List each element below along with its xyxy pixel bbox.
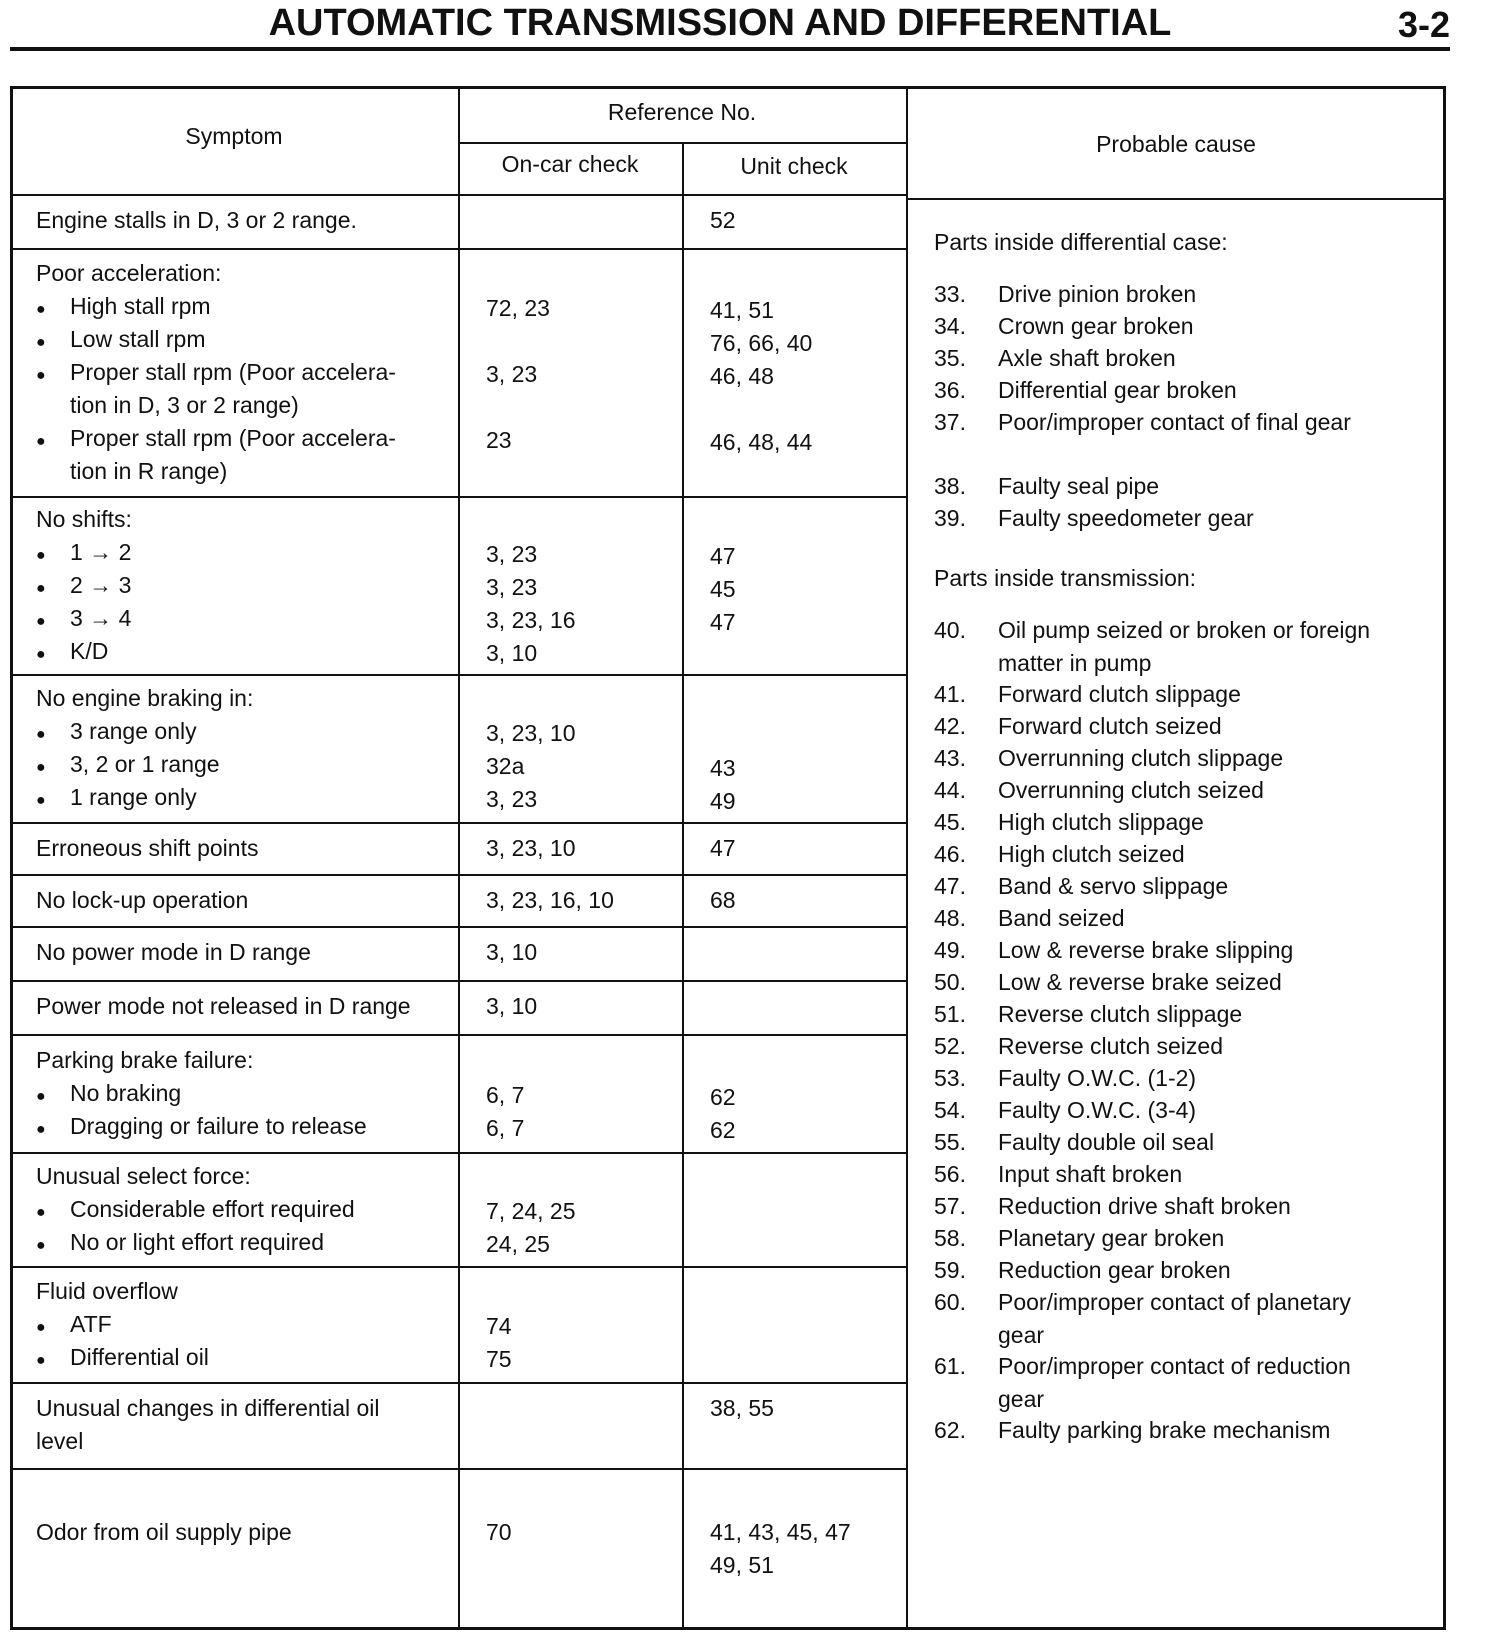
- symptom-text: Unusual select force:: [36, 1163, 251, 1189]
- cause-number: 51.: [934, 1001, 966, 1027]
- cause-heading-transmission: Parts inside transmission:: [934, 565, 1197, 591]
- bullet-icon: ●: [36, 759, 46, 776]
- symptom-line: [36, 356, 396, 392]
- bullet-icon: ●: [36, 1121, 46, 1138]
- on-car-ref: 6, 7: [486, 1115, 525, 1141]
- cause-number: 56.: [934, 1161, 966, 1187]
- on-car-ref: 3, 23: [486, 786, 538, 812]
- cause-number: 45.: [934, 809, 966, 835]
- bullet-icon: ●: [36, 1088, 46, 1105]
- cause-text: Poor/improper contact of reduction gear: [998, 1353, 1351, 1412]
- unit-ref: 46, 48, 44: [710, 429, 813, 455]
- symptom-text: ATF: [70, 1311, 112, 1337]
- cause-number: 60.: [934, 1289, 966, 1315]
- on-car-ref: 3, 10: [486, 640, 538, 666]
- unit-ref: 49, 51: [710, 1552, 774, 1578]
- unit-ref: 46, 48: [710, 363, 774, 389]
- symptom-line: [36, 781, 197, 817]
- unit-ref: 52: [710, 207, 736, 233]
- bullet-icon: ●: [36, 613, 46, 630]
- on-car-ref: 3, 23, 10: [486, 720, 576, 746]
- symptom-text: 2 → 3: [70, 572, 132, 598]
- cause-text: Faulty parking brake mechanism: [998, 1417, 1331, 1443]
- on-car-ref: 3, 23, 10: [486, 835, 576, 861]
- cause-text: Band seized: [998, 905, 1125, 931]
- cause-text: Reduction drive shaft broken: [998, 1193, 1291, 1219]
- table-border-bottom: [10, 1627, 1446, 1630]
- cause-text: Planetary gear broken: [998, 1225, 1225, 1251]
- symptom-line: [36, 1110, 367, 1146]
- symptom-text: Dragging or failure to release: [70, 1113, 367, 1139]
- cause-number: 55.: [934, 1129, 966, 1155]
- on-car-ref: 3, 23: [486, 361, 538, 387]
- column-divider: [682, 142, 684, 1630]
- row-divider: [10, 822, 906, 824]
- cause-text: High clutch seized: [998, 841, 1185, 867]
- cause-text: Reverse clutch seized: [998, 1033, 1223, 1059]
- unit-ref: 43: [710, 755, 736, 781]
- row-divider: [10, 1266, 906, 1268]
- cause-text: Faulty O.W.C. (3-4): [998, 1097, 1197, 1123]
- bullet-icon: ●: [36, 1204, 46, 1221]
- symptom-text: No engine braking in:: [36, 685, 254, 711]
- symptom-text: Poor acceleration:: [36, 260, 222, 286]
- row-divider: [10, 496, 906, 498]
- symptom-line: [36, 569, 131, 605]
- cause-text: Reduction gear broken: [998, 1257, 1231, 1283]
- header-divider: [10, 194, 906, 196]
- bullet-icon: ●: [36, 580, 46, 597]
- symptom-line: [36, 936, 311, 969]
- cause-number: 41.: [934, 681, 966, 707]
- bullet-icon: ●: [36, 726, 46, 743]
- symptom-text: No lock-up operation: [36, 887, 249, 913]
- symptom-text: No shifts:: [36, 506, 132, 532]
- bullet-icon: ●: [36, 1352, 46, 1369]
- bullet-icon: ●: [36, 1237, 46, 1254]
- symptom-text: K/D: [70, 638, 109, 664]
- cause-number: 48.: [934, 905, 966, 931]
- cause-number: 52.: [934, 1033, 966, 1059]
- column-divider: [458, 86, 460, 1630]
- header-divider: [906, 198, 1446, 200]
- unit-ref: 41, 51: [710, 297, 774, 323]
- symptom-line: [36, 635, 108, 671]
- symptom-line: [36, 1275, 178, 1308]
- symptom-line: [70, 455, 227, 488]
- cause-text: Poor/improper contact of final gear: [998, 409, 1351, 435]
- cause-text: Forward clutch slippage: [998, 681, 1241, 707]
- unit-ref: 62: [710, 1084, 736, 1110]
- symptom-line: [36, 1308, 112, 1344]
- cause-text: Drive pinion broken: [998, 281, 1197, 307]
- cause-text: Differential gear broken: [998, 377, 1237, 403]
- header-cause: Probable cause: [1096, 131, 1256, 157]
- cause-text: Faulty O.W.C. (1-2): [998, 1065, 1197, 1091]
- unit-ref: 45: [710, 576, 736, 602]
- cause-text: Faulty speedometer gear: [998, 505, 1254, 531]
- bullet-icon: ●: [36, 547, 46, 564]
- table-border-left: [10, 86, 13, 1630]
- symptom-line: [36, 503, 132, 536]
- on-car-ref: 23: [486, 427, 512, 453]
- row-divider: [10, 980, 906, 982]
- cause-number: 33.: [934, 281, 966, 307]
- row-divider: [10, 1382, 906, 1384]
- cause-number: 57.: [934, 1193, 966, 1219]
- unit-ref: 47: [710, 609, 736, 635]
- cause-heading-differential: Parts inside differential case:: [934, 229, 1228, 255]
- cause-number: 61.: [934, 1353, 966, 1379]
- on-car-ref: 3, 23, 16, 10: [486, 887, 614, 913]
- cause-number: 54.: [934, 1097, 966, 1123]
- unit-ref: 49: [710, 788, 736, 814]
- cause-number: 59.: [934, 1257, 966, 1283]
- symptom-text: Proper stall rpm (Poor accelera-: [70, 425, 396, 451]
- symptom-line: [36, 1193, 355, 1229]
- cause-number: 42.: [934, 713, 966, 739]
- symptom-text: tion in R range): [70, 458, 228, 484]
- symptom-text: Low stall rpm: [70, 326, 206, 352]
- symptom-line: [36, 682, 253, 715]
- symptom-line: [36, 832, 258, 865]
- bullet-icon: ●: [36, 646, 46, 663]
- unit-ref: 47: [710, 543, 736, 569]
- symptom-line: [36, 422, 396, 458]
- symptom-text: No power mode in D range: [36, 939, 311, 965]
- bullet-icon: ●: [36, 792, 46, 809]
- symptom-line: [36, 323, 205, 359]
- symptom-line: [36, 1160, 251, 1193]
- symptom-text: Differential oil: [70, 1344, 209, 1370]
- cause-text: Faulty seal pipe: [998, 473, 1160, 499]
- symptom-line: [36, 204, 357, 237]
- symptom-line: [70, 389, 299, 422]
- cause-number: 34.: [934, 313, 966, 339]
- on-car-ref: 3, 10: [486, 993, 538, 1019]
- cause-number: 39.: [934, 505, 966, 531]
- row-divider: [10, 1152, 906, 1154]
- cause-text: Reverse clutch slippage: [998, 1001, 1243, 1027]
- symptom-line: [36, 1341, 209, 1377]
- header-rule: [10, 47, 1450, 51]
- symptom-text: High stall rpm: [70, 293, 211, 319]
- symptom-text: 3 → 4: [70, 605, 132, 631]
- cause-number: 53.: [934, 1065, 966, 1091]
- cause-text: Low & reverse brake slipping: [998, 937, 1294, 963]
- row-divider: [10, 874, 906, 876]
- cause-number: 58.: [934, 1225, 966, 1251]
- unit-ref: 76, 66, 40: [710, 330, 813, 356]
- header-on-car: On-car check: [501, 151, 639, 177]
- unit-ref: 38, 55: [710, 1395, 774, 1421]
- on-car-ref: 6, 7: [486, 1082, 525, 1108]
- symptom-text: Odor from oil supply pipe: [36, 1519, 292, 1545]
- symptom-line: [36, 290, 211, 326]
- cause-number: 36.: [934, 377, 966, 403]
- symptom-line: [36, 884, 248, 917]
- header-reference: Reference No.: [607, 99, 757, 125]
- bullet-icon: ●: [36, 1319, 46, 1336]
- symptom-text: 3, 2 or 1 range: [70, 751, 220, 777]
- unit-ref: 41, 43, 45, 47: [710, 1519, 851, 1545]
- on-car-ref: 3, 23: [486, 574, 538, 600]
- symptom-line: [36, 1044, 253, 1077]
- page-number: 3-2: [1397, 4, 1450, 45]
- symptom-text: Parking brake failure:: [36, 1047, 254, 1073]
- on-car-ref: 3, 23, 16: [486, 607, 576, 633]
- bullet-icon: ●: [36, 433, 46, 450]
- cause-number: 35.: [934, 345, 966, 371]
- cause-number: 44.: [934, 777, 966, 803]
- row-divider: [10, 926, 906, 928]
- symptom-text: level: [36, 1428, 84, 1454]
- table-border-right: [1443, 86, 1446, 1630]
- symptom-text: 1 → 2: [70, 539, 132, 565]
- on-car-ref: 3, 23: [486, 541, 538, 567]
- symptom-text: Power mode not released in D range: [36, 993, 411, 1019]
- cause-number: 37.: [934, 409, 966, 435]
- column-divider: [906, 86, 908, 1630]
- on-car-ref: 75: [486, 1346, 512, 1372]
- bullet-icon: ●: [36, 367, 46, 384]
- page-header: [10, 0, 1450, 60]
- cause-text: Axle shaft broken: [998, 345, 1176, 371]
- cause-text: Faulty double oil seal: [998, 1129, 1215, 1155]
- cause-text: Band & servo slippage: [998, 873, 1229, 899]
- row-divider: [10, 1034, 906, 1036]
- cause-number: 43.: [934, 745, 966, 771]
- symptom-line: [36, 748, 220, 784]
- unit-ref: 62: [710, 1117, 736, 1143]
- symptom-text: Proper stall rpm (Poor accelera-: [70, 359, 396, 385]
- row-divider: [10, 1468, 906, 1470]
- cause-number: 40.: [934, 617, 966, 643]
- symptom-text: tion in D, 3 or 2 range): [70, 392, 299, 418]
- symptom-text: Fluid overflow: [36, 1278, 178, 1304]
- symptom-text: 3 range only: [70, 718, 197, 744]
- on-car-ref: 72, 23: [486, 295, 550, 321]
- on-car-ref: 3, 10: [486, 939, 538, 965]
- cause-number: 47.: [934, 873, 966, 899]
- symptom-text: No braking: [70, 1080, 182, 1106]
- symptom-text: Unusual changes in differential oil: [36, 1395, 380, 1421]
- troubleshooting-table: [10, 86, 1446, 1630]
- symptom-text: Engine stalls in D, 3 or 2 range.: [36, 207, 357, 233]
- cause-text: Overrunning clutch slippage: [998, 745, 1284, 771]
- cause-number: 46.: [934, 841, 966, 867]
- header-symptom: Symptom: [185, 123, 283, 149]
- on-car-ref: 24, 25: [486, 1231, 550, 1257]
- cause-number: 49.: [934, 937, 966, 963]
- symptom-line: [36, 1425, 83, 1458]
- cause-text: Crown gear broken: [998, 313, 1194, 339]
- cause-text: Poor/improper contact of planetary gear: [998, 1289, 1351, 1348]
- row-divider: [10, 674, 906, 676]
- symptom-text: Considerable effort required: [70, 1196, 355, 1222]
- header-divider: [458, 142, 906, 144]
- header-unit: Unit check: [740, 153, 848, 179]
- cause-text: Overrunning clutch seized: [998, 777, 1264, 803]
- symptom-line: [36, 1077, 181, 1113]
- symptom-line: [36, 1516, 292, 1549]
- cause-number: 50.: [934, 969, 966, 995]
- bullet-icon: ●: [36, 334, 46, 351]
- symptom-text: No or light effort required: [70, 1229, 324, 1255]
- symptom-line: [36, 990, 411, 1023]
- symptom-line: [36, 536, 131, 572]
- unit-ref: 47: [710, 835, 736, 861]
- cause-text: High clutch slippage: [998, 809, 1204, 835]
- symptom-line: [36, 257, 221, 290]
- symptom-line: [36, 1226, 324, 1262]
- symptom-text: 1 range only: [70, 784, 197, 810]
- cause-number: 38.: [934, 473, 966, 499]
- bullet-icon: ●: [36, 301, 46, 318]
- cause-text: Forward clutch seized: [998, 713, 1222, 739]
- symptom-line: [36, 1392, 380, 1425]
- cause-text: Input shaft broken: [998, 1161, 1183, 1187]
- cause-text: Low & reverse brake seized: [998, 969, 1282, 995]
- on-car-ref: 32a: [486, 753, 525, 779]
- symptom-text: Erroneous shift points: [36, 835, 259, 861]
- table-border-top: [10, 86, 1446, 89]
- on-car-ref: 70: [486, 1519, 512, 1545]
- page-title: AUTOMATIC TRANSMISSION AND DIFFERENTIAL: [268, 2, 1172, 44]
- unit-ref: 68: [710, 887, 736, 913]
- on-car-ref: 7, 24, 25: [486, 1198, 576, 1224]
- cause-number: 62.: [934, 1417, 966, 1443]
- symptom-line: [36, 715, 197, 751]
- on-car-ref: 74: [486, 1313, 512, 1339]
- symptom-line: [36, 602, 131, 638]
- cause-text: Oil pump seized or broken or foreign matter in pump: [998, 617, 1371, 676]
- row-divider: [10, 248, 906, 250]
